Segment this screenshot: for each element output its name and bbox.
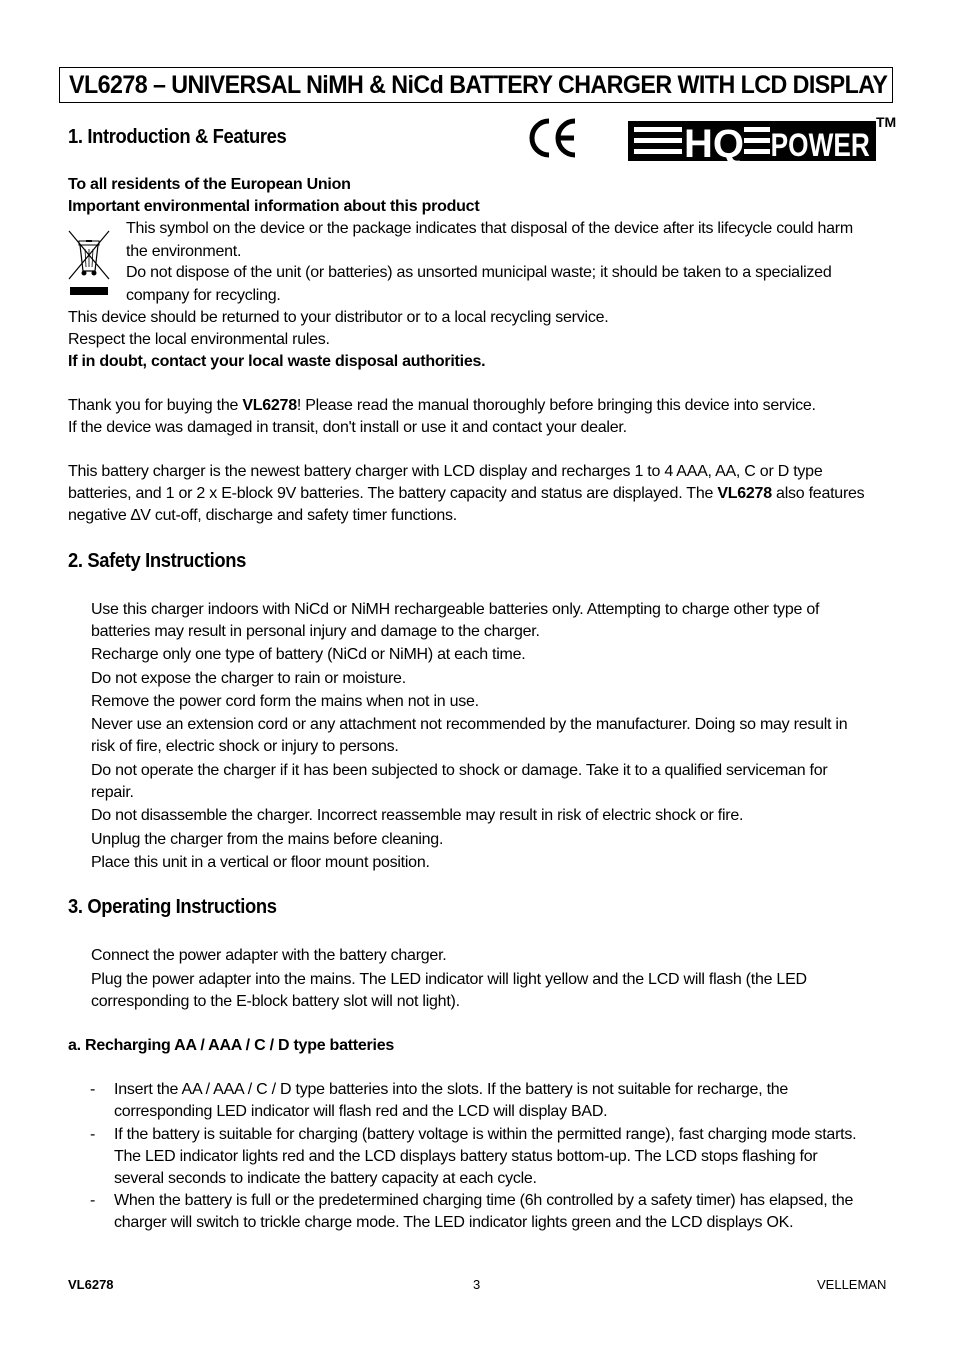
bullet-line: charger will switch to trickle charge mode. The LED indicator lights green and the LCD displays OK. xyxy=(114,1214,794,1231)
description-line: negative ∆V cut-off, discharge and safety timer functions. xyxy=(68,507,457,524)
safety-line: Use this charger indoors with NiCd or NiMH rechargeable batteries only. Attempting to charge other type of xyxy=(91,601,820,618)
operating-line: Plug the power adapter into the mains. The LED indicator will light yellow and the LCD will flash (the LED xyxy=(91,971,807,988)
thanks-text: Thank you for buying the xyxy=(68,397,243,414)
model-name: VL6278 xyxy=(242,397,297,414)
safety-line: Do not operate the charger if it has been subjected to shock or damage. Take it to a qualified serviceman for xyxy=(91,762,828,779)
subsection-a-heading: a. Recharging AA / AAA / C / D type batteries xyxy=(68,1037,394,1054)
respect-rules-line: Respect the local environmental rules. xyxy=(68,331,330,348)
safety-line: Remove the power cord form the mains when not in use. xyxy=(91,693,479,710)
description-text: also features xyxy=(771,485,865,502)
bullet-dash: - xyxy=(90,1192,96,1209)
bullet-line: The LED indicator lights red and the LCD displays battery status bottom-up. The LCD stops flashing for xyxy=(114,1148,818,1165)
weee-text-line: the environment. xyxy=(126,243,242,260)
safety-line: Do not expose the charger to rain or moisture. xyxy=(91,670,406,687)
bullet-line: When the battery is full or the predetermined charging time (6h controlled by a safety timer) has elapsed, the xyxy=(114,1192,854,1209)
safety-line: repair. xyxy=(91,784,134,801)
trademark-text: TM xyxy=(876,114,896,130)
doubt-contact-line: If in doubt, contact your local waste disposal authorities. xyxy=(68,353,486,370)
footer-brand: VELLEMAN xyxy=(817,1277,887,1292)
safety-line: Do not disassemble the charger. Incorrect reassemble may result in risk of electric shock or fire. xyxy=(91,807,744,824)
thanks-text: ! Please read the manual thoroughly before bringing this device into service. xyxy=(296,397,816,414)
weee-text-line: Do not dispose of the unit (or batteries) as unsorted municipal waste; it should be taken to a specialized xyxy=(126,264,832,281)
operating-line: corresponding to the E-block battery slot will not light). xyxy=(91,993,460,1010)
safety-line: batteries may result in personal injury and damage to the charger. xyxy=(91,623,540,640)
return-instruction: This device should be returned to your distributor or to a local recycling service. xyxy=(68,309,609,326)
document-title: VL6278 – UNIVERSAL NiMH & NiCd BATTERY CHARGER WITH LCD DISPLAY xyxy=(69,71,888,99)
operating-line: Connect the power adapter with the battery charger. xyxy=(91,947,447,964)
bullet-dash: - xyxy=(90,1126,96,1143)
bullet-line: several seconds to indicate the battery capacity at each cycle. xyxy=(114,1170,537,1187)
section-1-heading: 1. Introduction & Features xyxy=(68,126,287,148)
description-text: batteries, and 1 or 2 x E-block 9V batteries. The battery capacity and status are displayed. The xyxy=(68,485,718,502)
hq-power-logo xyxy=(628,113,896,165)
section-2-heading: 2. Safety Instructions xyxy=(68,550,247,572)
footer-model: VL6278 xyxy=(68,1277,114,1292)
weee-text-line: This symbol on the device or the package indicates that disposal of the device after its lifecycle could harm xyxy=(126,220,853,237)
bullet-line: If the battery is suitable for charging (battery voltage is within the permitted range), fast charging mode starts. xyxy=(114,1126,857,1143)
description-line: This battery charger is the newest battery charger with LCD display and recharges 1 to 4 AAA, AA, C or D type xyxy=(68,463,823,480)
safety-line: Never use an extension cord or any attachment not recommended by the manufacturer. Doing so may result in xyxy=(91,716,848,733)
description-line xyxy=(68,483,864,505)
safety-line: risk of fire, electric shock or injury to persons. xyxy=(91,738,399,755)
safety-line: Place this unit in a vertical or floor mount position. xyxy=(91,854,430,871)
section-3-heading: 3. Operating Instructions xyxy=(68,896,277,918)
ce-mark-icon xyxy=(528,117,580,159)
logo-power-text: POWER xyxy=(770,128,870,164)
page-number: 3 xyxy=(473,1277,481,1292)
bullet-dash: - xyxy=(90,1081,96,1098)
environmental-info-heading: Important environmental information about this product xyxy=(68,198,480,215)
model-name: VL6278 xyxy=(717,485,772,502)
title-box xyxy=(59,67,893,103)
eu-residents-heading: To all residents of the European Union xyxy=(68,176,351,193)
safety-line: Recharge only one type of battery (NiCd or NiMH) at each time. xyxy=(91,646,526,663)
weee-text-line: company for recycling. xyxy=(126,287,281,304)
damaged-transit-line: If the device was damaged in transit, don't install or use it and contact your dealer. xyxy=(68,419,627,436)
crossed-out-bin-icon xyxy=(67,229,113,299)
bullet-line: Insert the AA / AAA / C / D type batteries into the slots. If the battery is not suitable for recharge, the xyxy=(114,1081,789,1098)
safety-line: Unplug the charger from the mains before cleaning. xyxy=(91,831,444,848)
thank-you-line xyxy=(68,395,816,417)
bullet-line: corresponding LED indicator will flash red and the LCD will display BAD. xyxy=(114,1103,608,1120)
logo-hq-text: HQ xyxy=(684,122,744,165)
